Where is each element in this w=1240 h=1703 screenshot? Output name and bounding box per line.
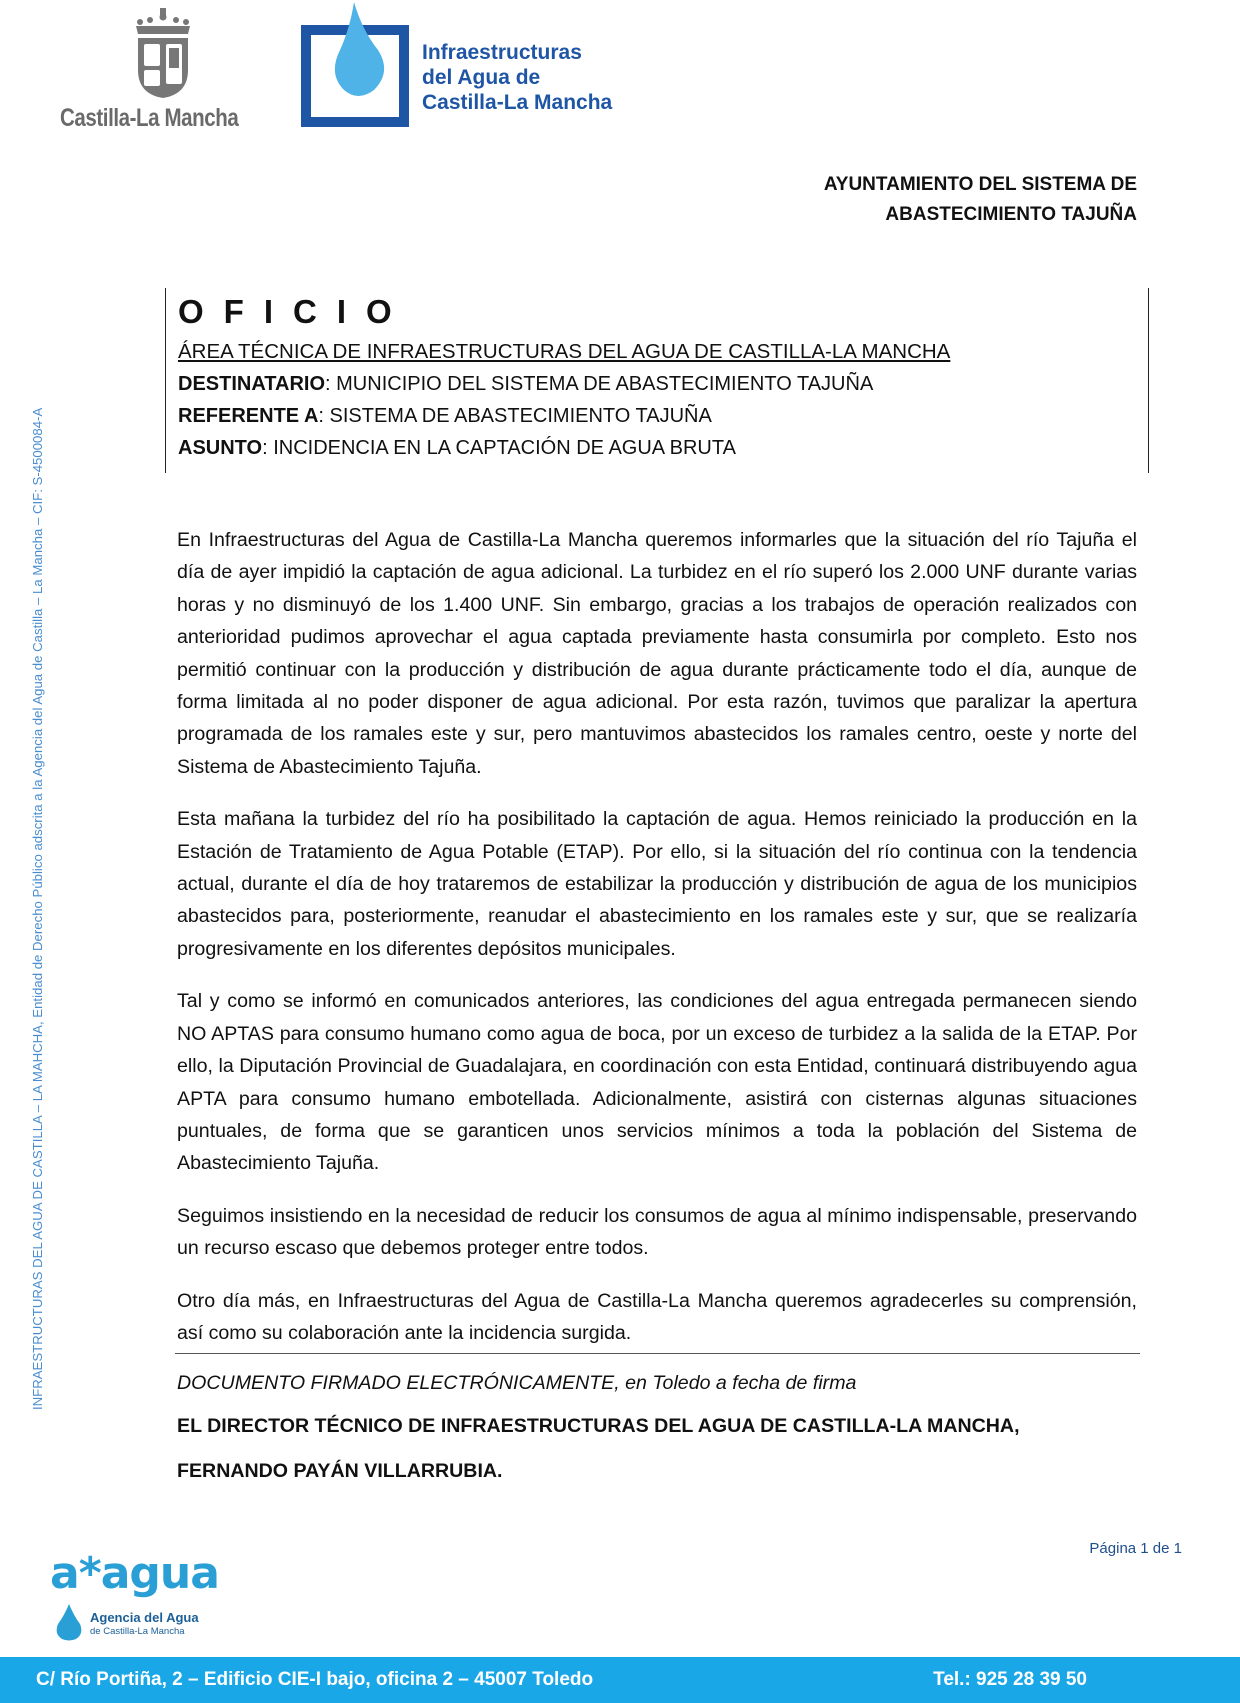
logo-right-line-2: del Agua de [422, 66, 541, 89]
body-paragraph-4: Seguimos insistiendo en la necesidad de reducir los consumos de agua al mínimo indispensable, preservando un recurso escaso que debemos proteger entre todos. [177, 1204, 1137, 1260]
logo-left-text: Castilla-La Mancha [60, 104, 239, 132]
letter-body [177, 524, 1137, 1369]
infraestructuras-agua-logo [298, 0, 628, 132]
water-drop-icon [52, 1602, 86, 1642]
recipient-line-1: AYUNTAMIENTO DEL SISTEMA DE [823, 174, 1137, 195]
destinatario-value: : MUNICIPIO DEL SISTEMA DE ABASTECIMIENTO TAJUÑA [325, 373, 874, 395]
referente-label: REFERENTE A [178, 405, 319, 427]
signature-divider [175, 1353, 1140, 1354]
oficio-title: OFICIO [178, 293, 412, 330]
logo-right-line-3: Castilla-La Mancha [422, 91, 613, 114]
castilla-la-mancha-logo [60, 8, 265, 133]
recipient-block [824, 170, 1137, 230]
body-paragraph-2: Esta mañana la turbidez del río ha posibilitado la captación de agua. Hemos reiniciado la producción en la Estación de Tratamiento de Agua Potable (ETAP). Por ello, si la situación del río continua con la tendencia actual, durante el día de hoy trataremos de estabilizar la producción y distribución de agua de los municipios abastecidos para, posteriormente, reanudar el abastecimiento en los ramales este y sur, que se realizaría progresivamente en los diferentes depósitos municipales. [177, 808, 1137, 960]
logo-right-text [422, 40, 612, 115]
vertical-legal-text: INFRAESTRUCTURAS DEL AGUA DE CASTILLA – LA MAHCHA, Entidad de Derecho Público adscrita a la Agencia del Agua de Castilla – La Mancha – CIF: S-4500084-A [30, 407, 45, 1410]
signature-block [177, 1372, 1020, 1483]
body-paragraph-3: Tal y como se informó en comunicados anteriores, las condiciones del agua entregada permanecen siendo NO APTAS para consumo humano como agua de boca, por un exceso de turbidez a la salida de la ETAP. Por ello, la Diputación Provincial de Guadalajara, en coordinación con esta Entidad, continuará distribuyendo agua APTA para consumo humano embotellada. Adicionalmente, asistirá con cisternas algunas situaciones puntuales, de forma que se garanticen unos servicios mínimos a toda la población del Sistema de Abastecimiento Tajuña. [177, 990, 1137, 1175]
body-paragraph-5: Otro día más, en Infraestructuras del Agua de Castilla-La Mancha queremos agradecerles su comprensión, así como su colaboración ante la incidencia surgida. [177, 1289, 1137, 1344]
referente-line [178, 400, 1148, 432]
signature-line-3: FERNANDO PAYÁN VILLARRUBIA. [177, 1460, 503, 1482]
agency-line-1: Agencia del Agua [90, 1610, 199, 1625]
page-number: Página 1 de 1 [1089, 1540, 1182, 1557]
signature-line-2: EL DIRECTOR TÉCNICO DE INFRAESTRUCTURAS DEL AGUA DE CASTILLA-LA MANCHA, [177, 1415, 1020, 1437]
agencia-agua-logo [50, 1540, 219, 1650]
agency-line-2: de Castilla-La Mancha [90, 1626, 185, 1637]
oficio-area: ÁREA TÉCNICA DE INFRAESTRUCTURAS DEL AGUA DE CASTILLA-LA MANCHA [178, 340, 951, 363]
asunto-label: ASUNTO [178, 437, 263, 459]
footer-address: C/ Río Portiña, 2 – Edificio CIE-I bajo, oficina 2 – 45007 Toledo [36, 1669, 594, 1690]
coat-of-arms-icon [132, 8, 194, 105]
asunto-line [178, 432, 1148, 464]
signature-line-1: DOCUMENTO FIRMADO ELECTRÓNICAMENTE, en Toledo a fecha de firma [177, 1372, 857, 1394]
body-paragraph-1: En Infraestructuras del Agua de Castilla-La Mancha queremos informarles que la situación del río Tajuña el día de ayer impidió la captación de agua adicional. La turbidez en el río superó los 2.000 UNF durante varias horas y no disminuyó de los 1.400 UNF. Sin embargo, gracias a los trabajos de operación realizados con anterioridad pudimos aprovechar el agua captada previamente hasta consumirla por completo. Esto nos permitió continuar con la producción y distribución de agua durante prácticamente todo el día, aunque de forma limitada al no poder disponer de agua adicional. Por esta razón, tuvimos que paralizar la apertura programada de los ramales este y sur, pero mantuvimos abastecidos los ramales centro, oeste y norte del Sistema de Abastecimiento Tajuña. [177, 529, 1137, 778]
logo-right-line-1: Infraestructuras [422, 41, 582, 64]
asunto-value: : INCIDENCIA EN LA CAPTACIÓN DE AGUA BRUTA [262, 437, 736, 459]
footer-bar [0, 1657, 1240, 1703]
agua-logo-word: a*agua [50, 1548, 219, 1599]
oficio-header-box [165, 288, 1149, 473]
destinatario-line [178, 368, 1148, 400]
destinatario-label: DESTINATARIO [178, 373, 326, 395]
footer-phone: Tel.: 925 28 39 50 [933, 1669, 1087, 1690]
referente-value: : SISTEMA DE ABASTECIMIENTO TAJUÑA [318, 405, 712, 427]
recipient-line-2: ABASTECIMIENTO TAJUÑA [885, 204, 1137, 225]
water-drop-square-icon [298, 0, 418, 130]
